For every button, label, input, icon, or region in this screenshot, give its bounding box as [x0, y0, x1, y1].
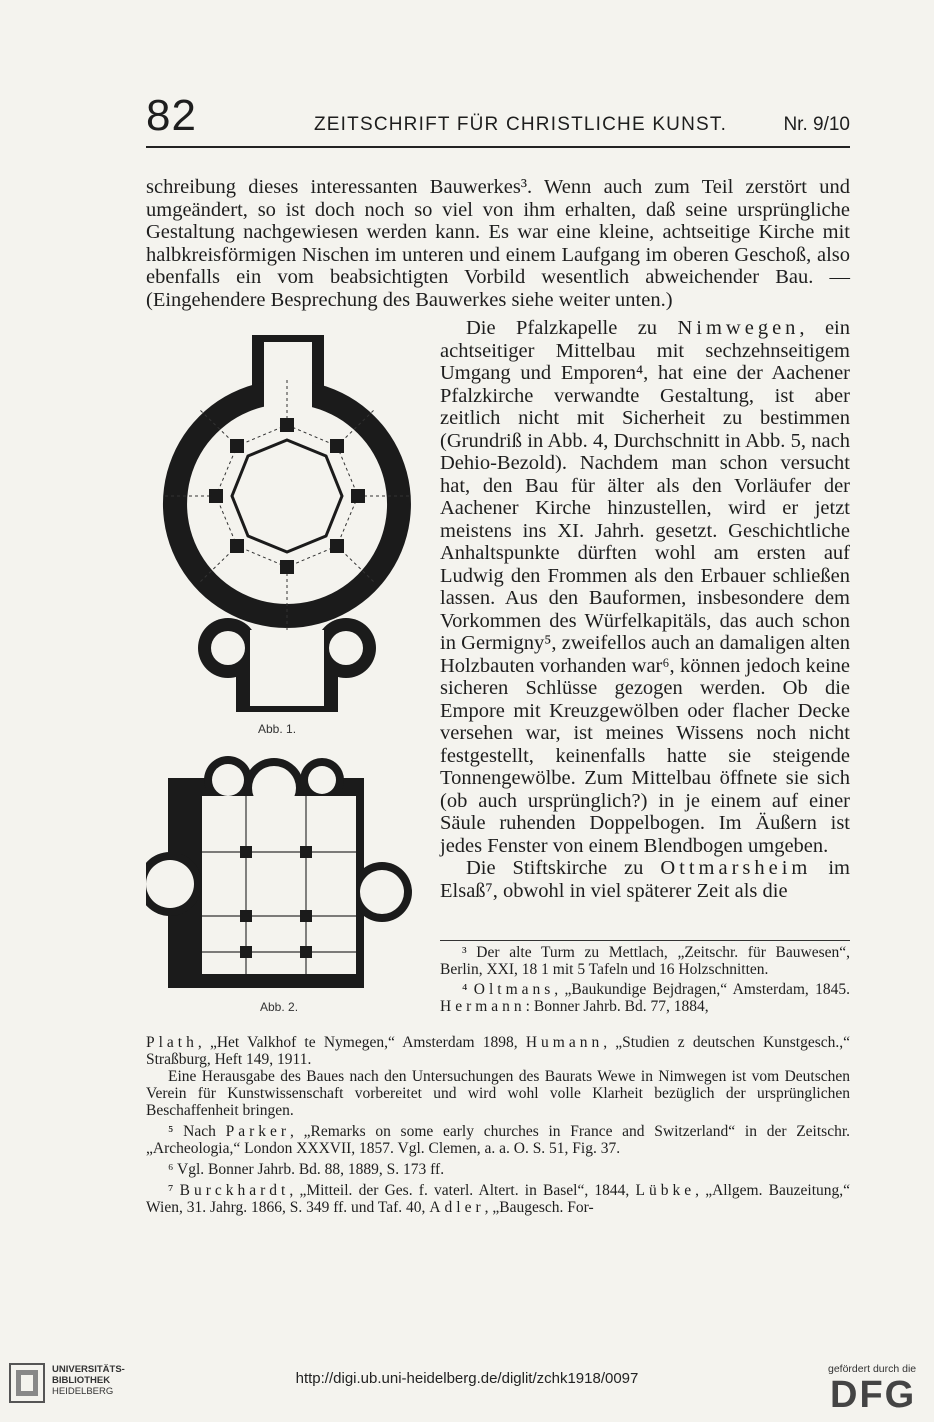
figure-2-caption: Abb. 2. [260, 1000, 299, 1014]
footnote-rule [440, 940, 850, 941]
footnote-4-part2: Plath, „Het Valkhof te Nymegen,“ Amsterdam 1898, Humann, „Studien z deutschen Kunstgesch.,“ Straßburg, Heft 149, 1911. [146, 1034, 850, 1068]
footnote-3: ³ Der alte Turm zu Mettlach, „Zeitschr. für Bauwesen“, Berlin, XXI, 18 1 mit 5 Tafeln und 16 Holzschnitten. [440, 944, 850, 978]
running-header [146, 92, 850, 140]
footnote-4-paragraph: Eine Herausgabe des Baues nach den Untersuchungen des Baurats Wewe in Nimwegen ist vom Deutschen Verein für Kunstwissenschaft vorbereitet und wird wohl volle Klarheit bezüglich der ursprünglichen Beschaffenheit bringen. [146, 1068, 850, 1119]
footnote-6: ⁶ Vgl. Bonner Jahrb. Bd. 88, 1889, S. 173 ff. [168, 1161, 445, 1178]
header-rule [146, 146, 850, 148]
figure-1-floor-plan [146, 330, 428, 720]
paragraph-3: Die Stiftskirche zu Ottmarsheim im Elsaß⁷, obwohl in viel späterer Zeit als die [440, 857, 850, 902]
footnote-7: ⁷ Burckhardt, „Mitteil. der Ges. f. vaterl. Altert. in Basel“, 1844, Lübke, „Allgem. Bauzeitung,“ Wien, 31. Jahrg. 1866, S. 349 ff. und Taf. 40, Adler, „Baugesch. For- [146, 1182, 851, 1216]
footnotes-column [440, 944, 850, 1015]
paragraph-2: Die Pfalzkapelle zu Nimwegen, ein achtseitiger Mittelbau mit sechzehnseitigem Umgang und Emporen⁴, hat eine der Aachener Pfalzkirche verwandte Gestaltung, ist aber zeitlich nicht mit Sicherheit zu bestimmen (Grundriß in Abb. 4, Durchschnitt in Abb. 5, nach Dehio-Bezold). Nachdem man schon versucht hat, den Bau für älter als den Vorläufer der Aachener Kirche hinzustellen, wird er jetzt meistens ins XI. Jahrh. gesetzt. Geschichtliche Anhaltspunkte dürften wohl am ersten auf Ludwig den Frommen als den Erbauer schließen lassen. Aus den Bauformen, insbesondere dem Vorkommen des Würfelkapitäls, das auch schon in Germigny⁵, zweifellos auch an damaligen alten Holzbauten vorhanden war⁶, können jedoch keine sicheren Schlüsse gezogen werden. Ob die Empore mit Kreuzgewölben oder flacher Decke versehen war, ist meines Wissens noch nicht festgestellt, keinenfalls hatte sie steigende Tonnengewölbe. Zum Mittelbau öffnete sie sich (ob auch ursprünglich?) in je einem auf einer Säule ruhenden Doppelbogen. Im Äußern ist jedes Fenster von einem Blendbogen umgeben. [440, 317, 850, 857]
journal-title: ZEITSCHRIFT FÜR CHRISTLICHE KUNST. [314, 114, 728, 135]
page-number: 82 [146, 91, 197, 140]
footnote-4-part1: ⁴ Oltmans, „Baukundige Bejdragen,“ Amsterdam, 1845. Hermann: Bonner Jahrb. Bd. 77, 1884, [440, 981, 851, 1015]
source-url[interactable]: http://digi.ub.uni-heidelberg.de/diglit/zchk1918/0097 [295, 1370, 639, 1387]
dfg-logo: DFG [830, 1374, 917, 1416]
text-block-top [146, 176, 850, 311]
text-column-right [440, 317, 850, 902]
figure-2-floor-plan [146, 756, 428, 996]
funding-note: gefördert durch die [828, 1363, 917, 1375]
figure-1-caption: Abb. 1. [258, 722, 297, 736]
footnote-5: ⁵ Nach Parker, „Remarks on some early churches in France and Switzerland“ in der Zeitschr. „Archeologia,“ London XXXVII, 1857. Vgl. Clemen, a. a. O. S. 51, Fig. 37. [146, 1123, 851, 1157]
library-name: UNIVERSITÄTS- BIBLIOTHEK HEIDELBERG [52, 1364, 125, 1397]
issue-number: Nr. 9/10 [783, 114, 850, 135]
paragraph-1: schreibung dieses interessanten Bauwerkes³. Wenn auch zum Teil zerstört und umgeändert, so ist doch noch so viel von ihm erhalten, daß seine ursprüngliche Gestaltung nachgewiesen werden kann. Es war eine kleine, achtseitige Kirche mit halbkreisförmigen Nischen im unteren und einem Laufgang im oberen Geschoß, also ebenfalls ein vom beabsichtigten Vorbild wesentlich abweichender Bau. — (Eingehendere Besprechung des Bauwerkes siehe weiter unten.) [146, 176, 850, 311]
place-name-nimwegen: Nimwegen [677, 317, 800, 339]
place-name-ottmarsheim: Ottmarsheim [660, 857, 812, 879]
footnotes-full [146, 1034, 850, 1216]
